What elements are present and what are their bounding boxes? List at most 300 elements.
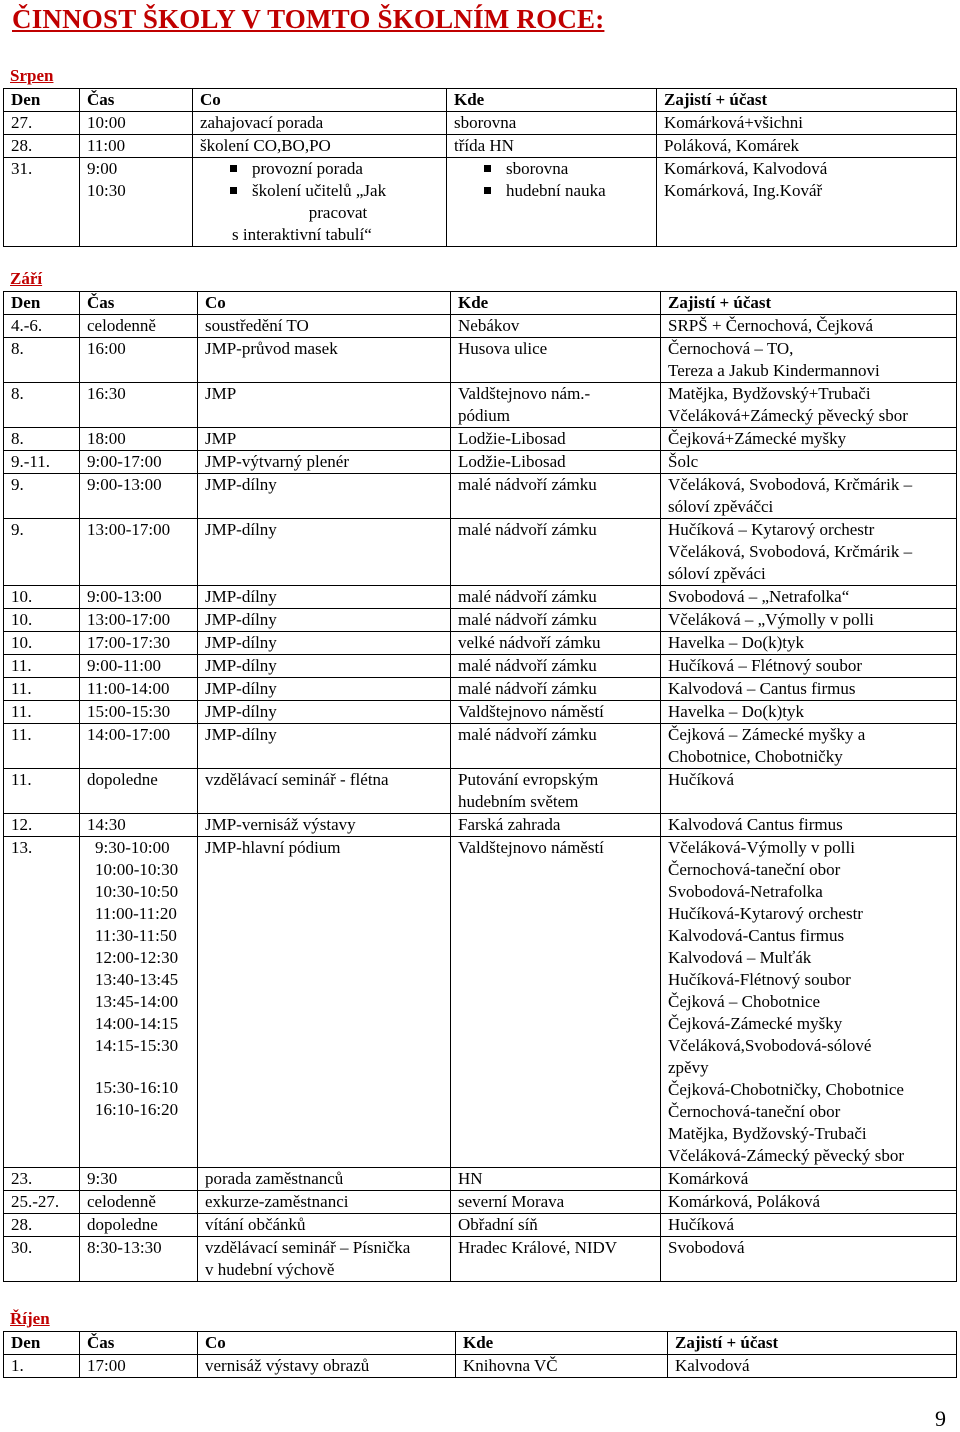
cell-line: Nebákov [458, 316, 520, 335]
cell-co [198, 451, 451, 474]
cell-zajisti [661, 519, 957, 586]
cell-line: Kalvodová – Cantus firmus [668, 679, 856, 698]
cell-line: 27. [11, 113, 33, 132]
time-slot: 14:00-14:15 [95, 1014, 179, 1033]
time-line: 9:00 [87, 159, 118, 178]
cell-line: pódium [458, 406, 510, 425]
cell-kde [451, 519, 661, 586]
cell-den [4, 701, 80, 724]
cell-den [4, 519, 80, 586]
performer-item: Černochová-taneční obor [668, 860, 841, 879]
cell-zajisti [661, 769, 957, 814]
cell-line: Knihovna VČ [463, 1356, 558, 1375]
table-row [4, 1355, 957, 1378]
cell-zajisti [661, 814, 957, 837]
cell-zajisti [661, 655, 957, 678]
cell-cas [80, 474, 198, 519]
cell-line: Lodžie-Libosad [458, 429, 566, 448]
cell-kde [456, 1355, 668, 1378]
cell-line: severní Morava [458, 1192, 565, 1211]
cell-line: 12. [11, 815, 33, 834]
cell-co [198, 632, 451, 655]
table-row [4, 1214, 957, 1237]
cell-zajisti [661, 678, 957, 701]
cell-den [4, 451, 80, 474]
time-slot: 10:30-10:50 [95, 882, 179, 901]
table-row [4, 724, 957, 769]
table-row [4, 135, 957, 158]
cell-cas [80, 769, 198, 814]
cell-line: 30. [11, 1238, 33, 1257]
table-header-row [4, 89, 957, 112]
schedule-table-rijen [3, 1331, 957, 1378]
cell-cas [80, 678, 198, 701]
cell-line: Komárková, Poláková [668, 1192, 821, 1211]
cell-line: 13:00-17:00 [87, 610, 171, 629]
cell-line: 11. [11, 656, 32, 675]
cell-kde [451, 814, 661, 837]
cell-co [198, 769, 451, 814]
cell-line: Farská zahrada [458, 815, 561, 834]
header-kde: Kde [456, 1332, 668, 1355]
cell-co [198, 474, 451, 519]
cell-line: 28. [11, 1215, 33, 1234]
cell-den [4, 112, 80, 135]
cell-cas [80, 428, 198, 451]
cell-line: JMP-dílny [205, 633, 277, 652]
cell-line: sóloví zpěváci [668, 564, 766, 583]
cell-cas [80, 632, 198, 655]
cell-line: Včeláková, Svobodová, Krčmárik – [668, 475, 913, 494]
cell-co [198, 678, 451, 701]
cell-co [198, 519, 451, 586]
cell-kde [451, 1214, 661, 1237]
cell-line: zahajovací porada [200, 113, 324, 132]
performer-item: Včeláková,Svobodová-sólové [668, 1036, 872, 1055]
header-cas: Čas [80, 89, 193, 112]
cell-line: 10. [11, 633, 33, 652]
cell-line: 11. [11, 725, 32, 744]
header-den: Den [4, 1332, 80, 1355]
cell-kde [451, 678, 661, 701]
time-line: 10:30 [87, 181, 126, 200]
cell-zajisti [661, 474, 957, 519]
time-slot: 15:30-16:10 [95, 1078, 179, 1097]
cell-zajisti [657, 135, 957, 158]
cell-line: 28. [11, 136, 33, 155]
cell-line: Chobotnice, Chobotničky [668, 747, 843, 766]
time-slot: 13:40-13:45 [95, 970, 179, 989]
table-row [4, 315, 957, 338]
cell-cas [80, 1214, 198, 1237]
performer-item: Včeláková-Výmolly v polli [668, 838, 855, 857]
cell-line: Svobodová – „Netrafolka“ [668, 587, 850, 606]
cell-line: JMP-dílny [205, 702, 277, 721]
cell-zajisti [661, 451, 957, 474]
header-den: Den [4, 89, 80, 112]
cell-zajisti [661, 701, 957, 724]
cell-line: Kalvodová [675, 1356, 750, 1375]
cell-co [198, 1214, 451, 1237]
cell-line: 4.-6. [11, 316, 43, 335]
cell-line: Tereza a Jakub Kindermannovi [668, 361, 880, 380]
table-row [4, 158, 957, 247]
cell-line: 9:00-11:00 [87, 656, 161, 675]
table-row [4, 112, 957, 135]
cell-line: Hučíková [668, 1215, 735, 1234]
performer-item: Černochová-taneční obor [668, 1102, 841, 1121]
cell-line: JMP [205, 384, 237, 403]
cell-line: 14:00-17:00 [87, 725, 171, 744]
cell-line: třída HN [454, 136, 514, 155]
table-row [4, 1191, 957, 1214]
header-co: Co [198, 1332, 456, 1355]
bullet-item [230, 180, 446, 246]
cell-cas [80, 451, 198, 474]
cell-co: JMP-hlavní pódium [198, 837, 451, 1168]
cell-line: sborovna [454, 113, 517, 132]
rijen-body [4, 1332, 957, 1378]
time-slot: 10:00-10:30 [95, 860, 179, 879]
performer-item: Včeláková-Zámecký pěvecký sbor [668, 1146, 904, 1165]
cell-zajisti [661, 1191, 957, 1214]
cell-den [4, 315, 80, 338]
cell-line: 25.-27. [11, 1192, 60, 1211]
cell-den [4, 655, 80, 678]
cell-line: malé nádvoří zámku [458, 679, 597, 698]
cell-cas [80, 383, 198, 428]
cell-line: vzdělávací seminář - flétna [205, 770, 389, 789]
table-header-row [4, 1332, 957, 1355]
table-row [4, 451, 957, 474]
cell-zajisti [661, 1214, 957, 1237]
cell-cas [80, 112, 193, 135]
bullet-text: pracovat [308, 203, 368, 222]
cell-cas [80, 1168, 198, 1191]
cell-line: malé nádvoří zámku [458, 610, 597, 629]
cell-line: Lodžie-Libosad [458, 452, 566, 471]
cell-line: 14:30 [87, 815, 126, 834]
cell-cas [80, 315, 198, 338]
cell-co [198, 655, 451, 678]
cell-den [4, 1191, 80, 1214]
cell-co [198, 1237, 451, 1282]
cell-co [193, 158, 447, 247]
cell-den [4, 1355, 80, 1378]
cell-line: 16:00 [87, 339, 126, 358]
cell-co [198, 586, 451, 609]
cell-den: 31. [4, 158, 80, 247]
cell-line: JMP-průvod masek [205, 339, 338, 358]
time-slot: 14:15-15:30 [95, 1036, 179, 1055]
table-row [4, 1237, 957, 1282]
cell-zajisti [661, 837, 957, 1168]
cell-kde [447, 158, 657, 247]
cell-zajisti [661, 428, 957, 451]
cell-line: 9. [11, 475, 24, 494]
cell-line: 17:00-17:30 [87, 633, 171, 652]
cell-line: Šolc [668, 452, 699, 471]
cell-line: Včeláková, Svobodová, Krčmárik – [668, 542, 913, 561]
cell-line: JMP-dílny [205, 656, 277, 675]
cell-den [4, 586, 80, 609]
cell-den: 13. [4, 837, 80, 1168]
cell-line: Husova ulice [458, 339, 548, 358]
cell-zajisti [668, 1355, 957, 1378]
cell-line: JMP-dílny [205, 475, 277, 494]
month-heading-zari: Září [10, 269, 43, 288]
cell-cas [80, 519, 198, 586]
cell-kde [451, 1237, 661, 1282]
cell-line: 11. [11, 679, 32, 698]
cell-kde [451, 338, 661, 383]
cell-den [4, 474, 80, 519]
cell-line: 10. [11, 587, 33, 606]
cell-kde [451, 315, 661, 338]
cell-kde [451, 383, 661, 428]
cell-line: hudebním světem [458, 792, 579, 811]
cell-den [4, 1237, 80, 1282]
cell-line: HN [458, 1169, 483, 1188]
cell-zajisti [657, 112, 957, 135]
cell-line: vítání občánků [205, 1215, 306, 1234]
table-row [4, 383, 957, 428]
cell-line: 9:00-13:00 [87, 587, 162, 606]
cell-line: 9:00-17:00 [87, 452, 162, 471]
cell-line: 11:00 [87, 136, 126, 155]
cell-line: porada zaměstnanců [205, 1169, 344, 1188]
cell-line: JMP-dílny [205, 725, 277, 744]
cell-line: 23. [11, 1169, 33, 1188]
time-slot: 12:00-12:30 [95, 948, 179, 967]
cell-line: celodenně [87, 316, 156, 335]
cell-line: malé nádvoří zámku [458, 475, 597, 494]
cell-kde [451, 586, 661, 609]
cell-line: 10:00 [87, 113, 126, 132]
cell-co [198, 1355, 456, 1378]
cell-cas [80, 158, 193, 247]
cell-cas [80, 655, 198, 678]
month-heading-rijen: Říjen [10, 1309, 50, 1328]
cell-line: Čejková – Zámecké myšky a [668, 725, 866, 744]
cell-line: Černochová – TO, [668, 339, 794, 358]
bullet-item: hudební nauka [484, 180, 656, 202]
table-row [4, 837, 957, 1168]
cell-den [4, 428, 80, 451]
cell-line: 18:00 [87, 429, 126, 448]
cell-cas [80, 135, 193, 158]
table-row [4, 609, 957, 632]
cell-line: Putování evropským [458, 770, 599, 789]
cell-line: Obřadní síň [458, 1215, 538, 1234]
header-den: Den [4, 292, 80, 315]
cell-cas [80, 814, 198, 837]
cell-line: vernisáž výstavy obrazů [205, 1356, 370, 1375]
cell-co [193, 112, 447, 135]
time-slot: 16:10-16:20 [95, 1100, 179, 1119]
cell-line: 8. [11, 384, 24, 403]
cell-co [198, 315, 451, 338]
cell-co [198, 338, 451, 383]
performer-item: Svobodová-Netrafolka [668, 882, 823, 901]
table-header-row [4, 292, 957, 315]
cell-den [4, 769, 80, 814]
cell-line: celodenně [87, 1192, 156, 1211]
cell-line: 11. [11, 770, 32, 789]
cell-line: Valdštejnovo náměstí [458, 702, 604, 721]
cell-line: JMP-dílny [205, 610, 277, 629]
table-row [4, 1168, 957, 1191]
cell-line: Havelka – Do(k)tyk [668, 702, 804, 721]
table-row [4, 678, 957, 701]
header-cas: Čas [80, 1332, 198, 1355]
page-title: ČINNOST ŠKOLY V TOMTO ŠKOLNÍM ROCE: [12, 4, 605, 34]
time-slot: 9:30-10:00 [95, 838, 170, 857]
cell-line: Hučíková – Kytarový orchestr [668, 520, 875, 539]
cell-line: Svobodová [668, 1238, 745, 1257]
page-number: 9 [935, 1406, 946, 1431]
schedule-table-zari [3, 291, 957, 1282]
cell-kde [451, 474, 661, 519]
schedule-table-srpen [3, 88, 957, 247]
time-slot: 11:00-11:20 [95, 904, 177, 923]
cell-line: 8. [11, 429, 24, 448]
cell-cas [80, 1191, 198, 1214]
cell-line: JMP [205, 429, 237, 448]
cell-zajisti [661, 338, 957, 383]
cell-line: Poláková, Komárek [664, 136, 800, 155]
time-slot: 13:45-14:00 [95, 992, 179, 1011]
bullet-text: s interaktivní tabulí“ [232, 225, 372, 244]
table-row [4, 428, 957, 451]
cell-cas [80, 609, 198, 632]
cell-line: 15:00-15:30 [87, 702, 171, 721]
cell-co [198, 383, 451, 428]
cell-line: malé nádvoří zámku [458, 725, 597, 744]
table-row [4, 701, 957, 724]
cell-line: 11. [11, 702, 32, 721]
performer-item: Kalvodová – Mulťák [668, 948, 812, 967]
cell-line: JMP-dílny [205, 587, 277, 606]
cell-co [193, 135, 447, 158]
cell-den [4, 1214, 80, 1237]
table-row [4, 586, 957, 609]
cell-line: JMP-výtvarný plenér [205, 452, 350, 471]
cell-zajisti [661, 632, 957, 655]
performer-item: Kalvodová-Cantus firmus [668, 926, 845, 945]
cell-line: v hudební výchově [205, 1260, 335, 1279]
cell-kde [451, 609, 661, 632]
cell-kde [451, 655, 661, 678]
table-row [4, 632, 957, 655]
table-row [4, 474, 957, 519]
cell-zajisti [661, 383, 957, 428]
cell-line: školení CO,BO,PO [200, 136, 331, 155]
time-slot: 11:30-11:50 [95, 926, 177, 945]
bullet-list [484, 158, 656, 202]
cell-co [198, 1191, 451, 1214]
performer-item: Čejková-Zámecké myšky [668, 1014, 843, 1033]
cell-zajisti [661, 724, 957, 769]
cell-line: SRPŠ + Černochová, Čejková [668, 316, 874, 335]
cell-line: 1. [11, 1356, 24, 1375]
cell-line: vzdělávací seminář – Písnička [205, 1238, 411, 1257]
header-kde: Kde [451, 292, 661, 315]
cell-line: Včeláková+Zámecký pěvecký sbor [668, 406, 908, 425]
cell-cas [80, 724, 198, 769]
header-zajisti: Zajistí + účast [668, 1332, 957, 1355]
cell-line: Hučíková – Flétnový soubor [668, 656, 863, 675]
cell-line: Hučíková [668, 770, 735, 789]
cell-kde [451, 1168, 661, 1191]
cell-line: Hradec Králové, NIDV [458, 1238, 618, 1257]
cell-line: JMP-dílny [205, 679, 277, 698]
table-row [4, 519, 957, 586]
cell-kde [447, 135, 657, 158]
cell-cas [80, 1355, 198, 1378]
table-row [4, 814, 957, 837]
cell-den [4, 724, 80, 769]
cell-line: Kalvodová Cantus firmus [668, 815, 843, 834]
header-zajisti: Zajistí + účast [661, 292, 957, 315]
cell-co [198, 701, 451, 724]
cell-line: 16:30 [87, 384, 126, 403]
cell-line: Komárková+všichni [664, 113, 803, 132]
cell-kde [451, 451, 661, 474]
cell-zajisti [661, 586, 957, 609]
table-row [4, 338, 957, 383]
performer-item: Hučíková-Kytarový orchestr [668, 904, 863, 923]
table-row [4, 655, 957, 678]
cell-line: 9.-11. [11, 452, 51, 471]
bullet-item: provozní porada [230, 158, 446, 180]
cell-zajisti [661, 609, 957, 632]
cell-line: Valdštejnovo nám.- [458, 384, 591, 403]
cell-line: JMP-dílny [205, 520, 277, 539]
cell-co [198, 724, 451, 769]
srpen-body [4, 89, 957, 158]
cell-line: sóloví zpěváčci [668, 497, 774, 516]
cell-zajisti [657, 158, 957, 247]
cell-zajisti [661, 1237, 957, 1282]
cell-line: 8. [11, 339, 24, 358]
bullet-list [230, 158, 446, 246]
cell-kde [447, 112, 657, 135]
cell-line: 11:00-14:00 [87, 679, 170, 698]
cell-line: dopoledne [87, 770, 158, 789]
cell-line: Matějka, Bydžovský+Trubači [668, 384, 871, 403]
month-heading-srpen: Srpen [10, 66, 54, 85]
header-kde: Kde [447, 89, 657, 112]
cell-line: dopoledne [87, 1215, 158, 1234]
cell-line: Včeláková – „Výmolly v polli [668, 610, 874, 629]
cell-cas [80, 586, 198, 609]
cell-den [4, 338, 80, 383]
cell-zajisti [661, 1168, 957, 1191]
cell-line: 8:30-13:30 [87, 1238, 162, 1257]
header-co: Co [198, 292, 451, 315]
performer-item: Hučíková-Flétnový soubor [668, 970, 851, 989]
cell-line: 10. [11, 610, 33, 629]
cell-line: JMP-vernisáž výstavy [205, 815, 356, 834]
cell-kde [451, 701, 661, 724]
cell-line: 9:30 [87, 1169, 118, 1188]
cell-cas [80, 338, 198, 383]
cell-cas [80, 1237, 198, 1282]
performer-item: Čejková-Chobotničky, Chobotnice [668, 1080, 904, 1099]
cell-co [198, 814, 451, 837]
bullet-item: sborovna [484, 158, 656, 180]
